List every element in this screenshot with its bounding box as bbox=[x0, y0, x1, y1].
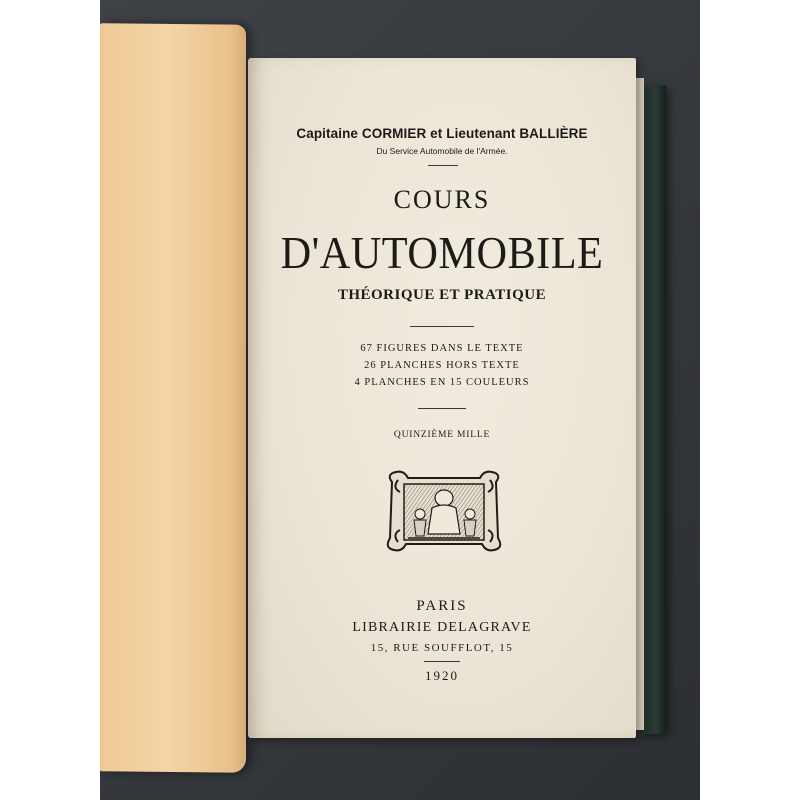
affiliation-line: Du Service Automobile de l'Armée. bbox=[376, 146, 508, 156]
left-flyleaf-page bbox=[100, 23, 246, 773]
figures-line: 67 FIGURES DANS LE TEXTE bbox=[360, 343, 524, 354]
figures-line: 26 PLANCHES HORS TEXTE bbox=[364, 360, 520, 371]
divider-rule bbox=[410, 326, 474, 327]
photo-scene bbox=[100, 0, 700, 800]
author-line: Capitaine CORMIER et Lieutenant BALLIÈRE bbox=[296, 126, 588, 141]
title-line-1: COURS bbox=[393, 185, 491, 214]
divider-rule bbox=[424, 661, 460, 662]
title-line-2: D'AUTOMOBILE bbox=[280, 227, 604, 278]
divider-rule bbox=[418, 408, 466, 409]
publisher-vignette-engraving bbox=[382, 468, 506, 554]
divider-rule bbox=[428, 165, 458, 166]
title-page bbox=[248, 58, 636, 738]
publisher-address: 15, RUE SOUFFLOT, 15 bbox=[370, 642, 514, 654]
publication-year: 1920 bbox=[425, 668, 459, 683]
publication-city: PARIS bbox=[416, 598, 468, 614]
subtitle: THÉORIQUE ET PRATIQUE bbox=[337, 287, 547, 303]
figures-line: 4 PLANCHES EN 15 COULEURS bbox=[354, 377, 530, 388]
printing-note: QUINZIÈME MILLE bbox=[393, 430, 491, 440]
publisher-name: LIBRAIRIE DELAGRAVE bbox=[352, 620, 532, 635]
